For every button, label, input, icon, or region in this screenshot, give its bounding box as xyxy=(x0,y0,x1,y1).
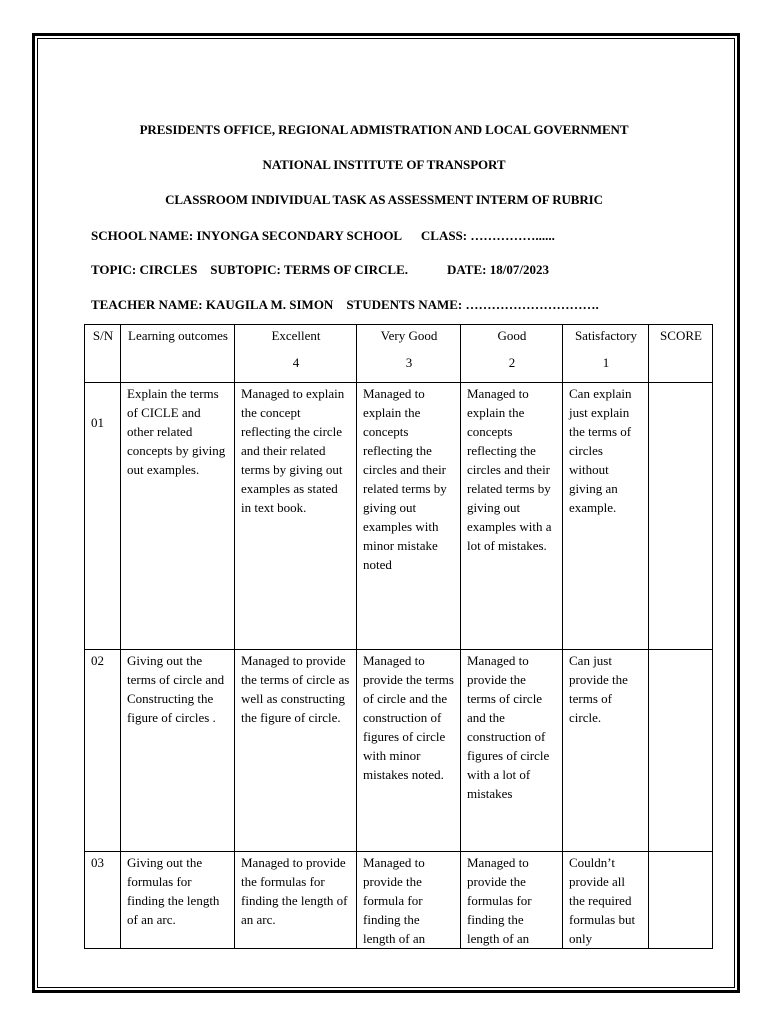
row-sn: 01 xyxy=(85,383,121,650)
row-good: Managed to explain the concepts reflecting the circles and their related terms by giving out examples with a lot of mistakes. xyxy=(461,383,563,650)
topic-date-line: TOPIC: CIRCLES SUBTOPIC: TERMS OF CIRCLE. DATE: 18/07/2023 xyxy=(91,262,549,277)
rubric-table xyxy=(84,324,713,949)
table-row xyxy=(85,852,713,949)
level-4: 4 xyxy=(292,355,300,370)
row-good: Managed to provide the formulas for finding the length of an xyxy=(461,852,563,949)
table-row xyxy=(85,383,713,650)
header-very-good: Very Good 3 xyxy=(357,325,461,383)
row-score[interactable] xyxy=(649,650,713,852)
row-outcome: Giving out the formulas for finding the length of an arc. xyxy=(121,852,235,949)
teacher-student-line: TEACHER NAME: KAUGILA M. SIMON STUDENTS NAME: …………………………. xyxy=(91,297,599,312)
row-score[interactable] xyxy=(649,852,713,949)
row-excellent: Managed to explain the concept reflecting the circle and their related terms by giving out examples as stated in text book. xyxy=(235,383,357,650)
row-excellent: Managed to provide the terms of circle as well as constructing the figure of circle. xyxy=(235,650,357,852)
table-header-row xyxy=(85,325,713,383)
school-class-line: SCHOOL NAME: INYONGA SECONDARY SCHOOL CLASS: ……………...... xyxy=(91,228,555,243)
heading-ministry: PRESIDENTS OFFICE, REGIONAL ADMISTRATION AND LOCAL GOVERNMENT xyxy=(139,122,629,137)
row-sn: 02 xyxy=(85,650,121,852)
level-2: 2 xyxy=(508,355,516,370)
row-excellent: Managed to provide the formulas for finding the length of an arc. xyxy=(235,852,357,949)
row-satisfactory: Can just provide the terms of circle. xyxy=(563,650,649,852)
row-satisfactory: Can explain just explain the terms of circles without giving an example. xyxy=(563,383,649,650)
header-learning-outcomes: Learning outcomes xyxy=(121,325,235,383)
header-sn: S/N xyxy=(85,325,121,383)
level-1: 1 xyxy=(602,355,610,370)
row-very-good: Managed to provide the terms of circle and the construction of figures of circle with minor mistakes noted. xyxy=(357,650,461,852)
table-row xyxy=(85,650,713,852)
row-outcome: Explain the terms of CICLE and other related concepts by giving out examples. xyxy=(121,383,235,650)
row-good: Managed to provide the terms of circle and the construction of figures of circle with a lot of mistakes xyxy=(461,650,563,852)
row-very-good: Managed to provide the formula for finding the length of an xyxy=(357,852,461,949)
header-good: Good 2 xyxy=(461,325,563,383)
row-very-good: Managed to explain the concepts reflecting the circles and their related terms by giving out examples with minor mistake noted xyxy=(357,383,461,650)
header-excellent: Excellent 4 xyxy=(235,325,357,383)
heading-task: CLASSROOM INDIVIDUAL TASK AS ASSESSMENT INTERM OF RUBRIC xyxy=(165,192,603,207)
row-satisfactory: Couldn’t provide all the required formulas but only xyxy=(563,852,649,949)
row-sn: 03 xyxy=(85,852,121,949)
row-score[interactable] xyxy=(649,383,713,650)
row-outcome: Giving out the terms of circle and Constructing the figure of circles . xyxy=(121,650,235,852)
header-satisfactory: Satisfactory 1 xyxy=(563,325,649,383)
header-score: SCORE xyxy=(649,325,713,383)
heading-institute: NATIONAL INSTITUTE OF TRANSPORT xyxy=(262,157,506,172)
level-3: 3 xyxy=(405,355,413,370)
